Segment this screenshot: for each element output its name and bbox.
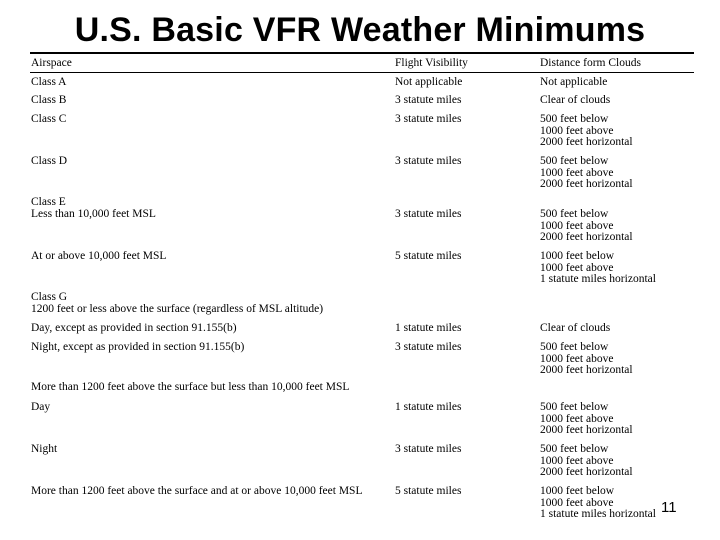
cloud-clearance-line: 1000 feet above (540, 412, 614, 425)
class-c-airspace: Class C (31, 113, 67, 125)
class-g-mid-day-airspace: Day (31, 401, 51, 413)
airspace-line: Less than 10,000 feet MSL (31, 207, 156, 220)
class-a-airspace: Class A (31, 76, 67, 88)
cloud-clearance-line: 1000 feet below (540, 250, 615, 262)
class-g-night-airspace: Night, except as provided in section 91.155(b) (31, 341, 245, 353)
class-g-high-airspace: More than 1200 feet above the surface and at or above 10,000 feet MSL (31, 485, 363, 497)
header-visibility: Flight Visibility (395, 57, 468, 69)
class-e-low-airspace (31, 197, 156, 220)
class-e-high-visibility: 5 statute miles (395, 250, 462, 262)
class-a-clouds: Not applicable (540, 76, 608, 88)
cloud-clearance-line: 1000 feet above (540, 496, 614, 509)
class-e-high-clouds (540, 251, 656, 286)
class-g-header-line: 1200 feet or less above the surface (regardless of MSL altitude) (31, 302, 324, 315)
cloud-clearance-line: 500 feet below (540, 113, 609, 125)
class-b-clouds: Clear of clouds (540, 94, 611, 106)
header-airspace: Airspace (31, 57, 72, 69)
cloud-clearance-line: 500 feet below (540, 208, 609, 220)
cloud-clearance-line: 500 feet below (540, 401, 609, 413)
header-clouds: Distance form Clouds (540, 57, 641, 69)
class-g-mid-day-clouds (540, 402, 633, 437)
header-rule (30, 72, 694, 73)
class-g-day-visibility: 1 statute miles (395, 322, 462, 334)
class-b-airspace: Class B (31, 94, 67, 106)
cloud-clearance-line: 2000 feet horizontal (540, 178, 633, 190)
cloud-clearance-line: 1000 feet below (540, 485, 615, 497)
class-b-visibility: 3 statute miles (395, 94, 462, 106)
cloud-clearance-line: 1000 feet above (540, 219, 614, 232)
class-e-low-visibility: 3 statute miles (395, 208, 462, 220)
cloud-clearance-line: 1000 feet above (540, 166, 614, 179)
class-g-mid-night-clouds (540, 444, 633, 479)
class-g-high-visibility: 5 statute miles (395, 485, 462, 497)
class-g-header (31, 292, 323, 315)
cloud-clearance-line: 500 feet below (540, 443, 609, 455)
class-g-day-clouds: Clear of clouds (540, 322, 611, 334)
class-e-high-airspace: At or above 10,000 feet MSL (31, 250, 167, 262)
class-g-high-clouds (540, 486, 656, 521)
cloud-clearance-line: 1 statute miles horizontal (540, 273, 656, 285)
class-g-mid-day-visibility: 1 statute miles (395, 401, 462, 413)
class-d-airspace: Class D (31, 155, 68, 167)
cloud-clearance-line: 2000 feet horizontal (540, 136, 633, 148)
table-top-rule (30, 52, 694, 54)
class-a-visibility: Not applicable (395, 76, 463, 88)
class-d-visibility: 3 statute miles (395, 155, 462, 167)
class-g-day-airspace: Day, except as provided in section 91.155(b) (31, 322, 237, 334)
cloud-clearance-line: 500 feet below (540, 155, 609, 167)
class-g-mid-night-visibility: 3 statute miles (395, 443, 462, 455)
cloud-clearance-line: 1000 feet above (540, 454, 614, 467)
class-g-night-visibility: 3 statute miles (395, 341, 462, 353)
cloud-clearance-line: 1000 feet above (540, 124, 614, 137)
class-e-low-clouds (540, 209, 633, 244)
cloud-clearance-line: 1000 feet above (540, 352, 614, 365)
cloud-clearance-line: 2000 feet horizontal (540, 364, 633, 376)
class-g-night-clouds (540, 342, 633, 377)
slide-title: U.S. Basic VFR Weather Minimums (74, 11, 646, 49)
cloud-clearance-line: 1000 feet above (540, 261, 614, 274)
cloud-clearance-line: 500 feet below (540, 341, 609, 353)
class-c-visibility: 3 statute miles (395, 113, 462, 125)
page-number: 11 (661, 499, 677, 516)
class-g-mid-header: More than 1200 feet above the surface but less than 10,000 feet MSL (31, 381, 350, 393)
class-g-mid-night-airspace: Night (31, 443, 58, 455)
cloud-clearance-line: 1 statute miles horizontal (540, 508, 656, 520)
cloud-clearance-line: 2000 feet horizontal (540, 424, 633, 436)
airspace-line: Class E (31, 196, 66, 208)
class-g-header-line: Class G (31, 291, 68, 303)
class-d-clouds (540, 156, 633, 191)
cloud-clearance-line: 2000 feet horizontal (540, 231, 633, 243)
class-c-clouds (540, 114, 633, 149)
cloud-clearance-line: 2000 feet horizontal (540, 466, 633, 478)
